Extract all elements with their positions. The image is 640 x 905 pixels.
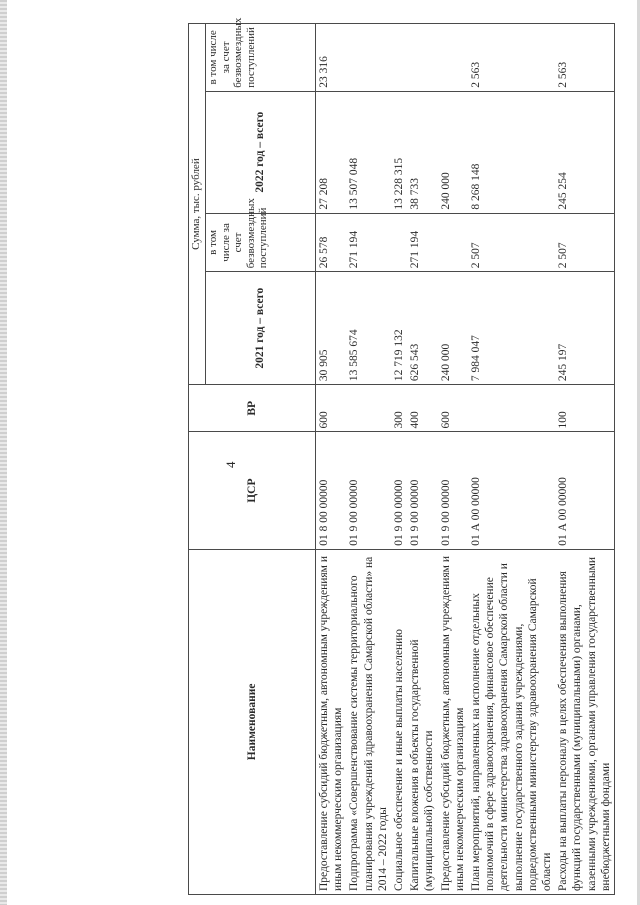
table-row (346, 24, 391, 895)
row-2022-grants (391, 24, 407, 92)
row-2021-grants: 26 578 (316, 213, 347, 272)
row-2022-grants: 2 563 (555, 24, 614, 92)
row-2021-total: 13 585 674 (346, 272, 391, 385)
row-csr: 01 9 00 00000 (407, 432, 437, 549)
header-sum-group: Сумма, тыс. рублей (189, 24, 206, 385)
row-csr: 01 9 00 00000 (346, 432, 391, 549)
row-vr: 100 (555, 385, 614, 432)
row-csr: 01 9 00 00000 (438, 432, 468, 549)
row-2022-total: 13 507 048 (346, 91, 391, 213)
row-2022-grants (346, 24, 391, 92)
header-csr: ЦСР (189, 432, 316, 549)
row-2021-grants: 271 194 (346, 213, 391, 272)
header-name: Наименование (189, 549, 316, 894)
row-name: Подпрограмма «Совершенствование системы территориального планирования учреждений здравоохранения Самарской области» на 2014 – 2022 годы (346, 549, 391, 894)
header-2022-grants: в том числе за счет безвозмездных поступлений (206, 24, 316, 92)
row-name: Предоставление субсидий бюджетным, автономным учреждениям и иным некоммерческим организациям (316, 549, 347, 894)
row-vr: 400 (407, 385, 437, 432)
row-vr (468, 385, 555, 432)
row-2022-grants (407, 24, 437, 92)
row-2022-total: 8 268 148 (468, 91, 555, 213)
table-row (468, 24, 555, 895)
row-2022-total: 240 000 (438, 91, 468, 213)
row-2022-total: 245 254 (555, 91, 614, 213)
header-2021-grants: в том числе за счет безвозмездных поступлений (206, 213, 316, 272)
row-vr: 600 (438, 385, 468, 432)
table-row (316, 24, 347, 895)
header-2021-total: 2021 год – всего (206, 272, 316, 385)
budget-table (188, 17, 615, 895)
row-vr (346, 385, 391, 432)
row-2021-total: 245 197 (555, 272, 614, 385)
table-row (438, 24, 468, 895)
row-2021-total: 7 984 047 (468, 272, 555, 385)
row-name: План мероприятий, направленных на исполнение отдельных полномочий в сфере здравоохранения, финансовое обеспечение деятельности министерства здравоохранения Самарской области и выполнение государственного задания учреждениями, подведомственными министерству здравоохранения Самарской области (468, 549, 555, 894)
row-name: Предоставление субсидий бюджетным, автономным учреждениям и иным некоммерческим организациям (438, 549, 468, 894)
row-2021-total: 12 719 132 (391, 272, 407, 385)
row-csr: 01 А 00 00000 (468, 432, 555, 549)
header-vr: ВР (189, 385, 316, 432)
row-vr: 300 (391, 385, 407, 432)
row-2021-total: 626 543 (407, 272, 437, 385)
row-2021-grants (438, 213, 468, 272)
page-number: 4 (223, 461, 238, 468)
row-name: Социальное обеспечение и иные выплаты населению (391, 549, 407, 894)
row-2022-grants (438, 24, 468, 92)
row-2022-grants: 2 563 (468, 24, 555, 92)
row-2021-grants (391, 213, 407, 272)
row-2021-grants: 271 194 (407, 213, 437, 272)
table-row (407, 24, 437, 895)
row-2021-total: 240 000 (438, 272, 468, 385)
row-2022-grants: 23 316 (316, 24, 347, 92)
row-csr: 01 9 00 00000 (391, 432, 407, 549)
row-2021-grants: 2 507 (555, 213, 614, 272)
row-2021-grants: 2 507 (468, 213, 555, 272)
header-2022-total: 2022 год – всего (206, 91, 316, 213)
row-2022-total: 13 228 315 (391, 91, 407, 213)
row-csr: 01 8 00 00000 (316, 432, 347, 549)
row-vr: 600 (316, 385, 347, 432)
row-csr: 01 А 00 00000 (555, 432, 614, 549)
table-row (555, 24, 614, 895)
row-name: Капитальные вложения в объекты государственной (муниципальной) собственности (407, 549, 437, 894)
row-2022-total: 27 208 (316, 91, 347, 213)
row-2021-total: 30 905 (316, 272, 347, 385)
table-row (391, 24, 407, 895)
row-name: Расходы на выплаты персоналу в целях обеспечения выполнения функций государственными (муниципальными) органами, казенными учреждениями, органами управления государственными внебюджетными фондами (555, 549, 614, 894)
row-2022-total: 38 733 (407, 91, 437, 213)
